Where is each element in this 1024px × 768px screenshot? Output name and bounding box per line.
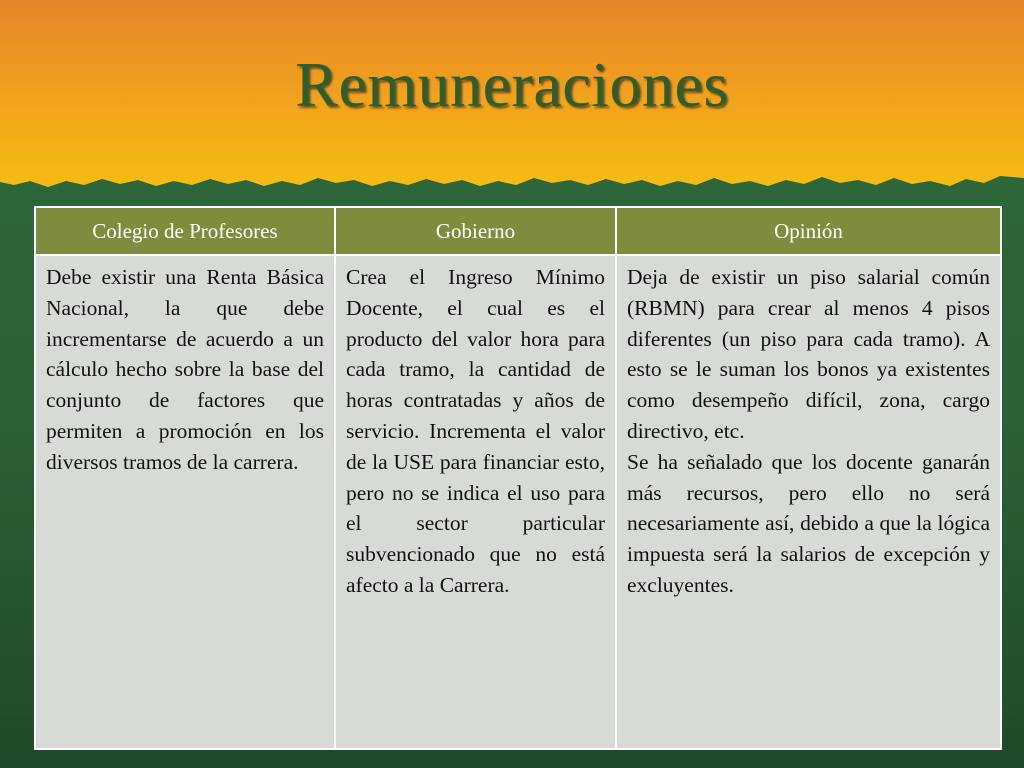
header-opinion: Opinión — [616, 207, 1001, 255]
comparison-table-container — [34, 206, 1000, 750]
cell-opinion — [616, 255, 1001, 749]
slide-title: Remuneraciones — [295, 49, 729, 120]
opinion-paragraph-1: Deja de existir un piso salarial común (RBMN) para crear al menos 4 pisos diferentes (un piso para cada tramo). A esto se le suman los bonos ya existentes como desempeño difícil, zona, cargo directivo, etc. — [627, 265, 990, 443]
cell-colegio-de-profesores: Debe existir una Renta Básica Nacional, la que debe incrementarse de acuerdo a un cálculo hecho sobre la base del conjunto de factores que permiten a promoción en los diversos tramos de la carrera. — [35, 255, 335, 749]
header-gobierno: Gobierno — [335, 207, 616, 255]
table-row — [35, 255, 1001, 749]
table-header-row — [35, 207, 1001, 255]
opinion-paragraph-2: Se ha señalado que los docente ganarán más recursos, pero ello no será necesariamente así, debido a que la lógica impuesta será la salarios de excepción y excluyentes. — [627, 449, 990, 597]
header-colegio-de-profesores: Colegio de Profesores — [35, 207, 335, 255]
comparison-table — [34, 206, 1002, 750]
cell-gobierno: Crea el Ingreso Mínimo Docente, el cual es el producto del valor hora para cada tramo, la cantidad de horas contratadas y años de servicio. Incrementa el valor de la USE para financiar esto, pero no se indica el uso para el sector particular subvencionado que no está afecto a la Carrera. — [335, 255, 616, 749]
